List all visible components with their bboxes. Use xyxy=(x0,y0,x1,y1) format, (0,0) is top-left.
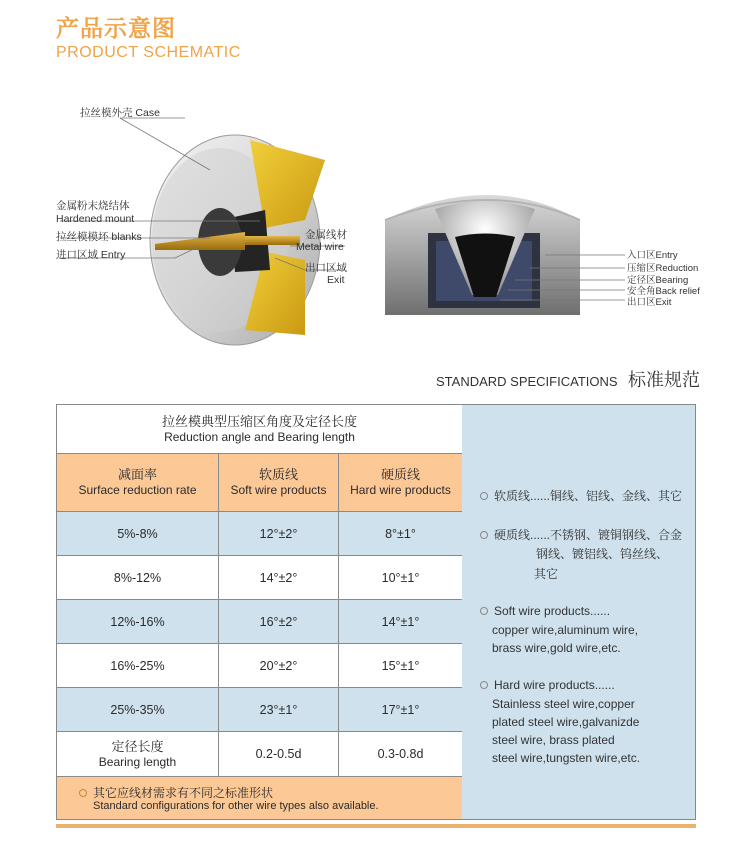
label-hardened-mount-en: Hardened mount xyxy=(56,213,135,225)
hard-wire-cn-item xyxy=(480,526,682,544)
header-soft-wire xyxy=(219,454,339,511)
label-reduction: 压缩区Reduction xyxy=(627,263,699,274)
header-soft-wire-en: Soft wire products xyxy=(230,483,327,497)
label-bearing: 定径区Bearing xyxy=(627,275,689,286)
label-exit-en: Exit xyxy=(327,274,345,286)
table-row-bearing xyxy=(57,732,462,777)
cell-soft-angle: 23°±1° xyxy=(219,688,339,731)
header-hard-wire-cn: 硬质线 xyxy=(380,467,420,482)
cell-bearing-soft: 0.2-0.5d xyxy=(219,732,339,776)
table-row xyxy=(57,512,462,556)
table-header-row xyxy=(57,454,462,512)
label-blanks: 拉丝模模坯 blanks xyxy=(56,231,142,243)
cell-soft-angle: 14°±2° xyxy=(219,556,339,599)
cell-reduction-rate: 25%-35% xyxy=(57,688,219,731)
bullet-icon xyxy=(480,492,488,500)
cell-reduction-rate: 12%-16% xyxy=(57,600,219,643)
header-soft-wire-cn: 软质线 xyxy=(258,467,298,482)
bullet-icon xyxy=(480,531,488,539)
header-reduction-rate-en: Surface reduction rate xyxy=(78,483,197,497)
hard-wire-en-line-4: steel wire, brass plated xyxy=(492,733,615,747)
hard-wire-en-item xyxy=(480,676,615,694)
cell-soft-angle: 12°±2° xyxy=(219,512,339,555)
bottom-accent-bar xyxy=(56,824,696,828)
bearing-label-cn: 定径长度 xyxy=(111,738,164,754)
header-reduction-rate xyxy=(57,454,219,511)
header-hard-wire-en: Hard wire products xyxy=(350,483,451,497)
table-caption-row xyxy=(57,405,462,454)
hard-wire-cn-line-2: 钢线、镀铝线、钨丝线、 xyxy=(536,547,669,561)
soft-wire-en-line-2: copper wire,aluminum wire, xyxy=(492,623,639,637)
bullet-icon xyxy=(79,789,87,797)
cell-reduction-rate: 8%-12% xyxy=(57,556,219,599)
hard-wire-en-line-1: Hard wire products...... xyxy=(494,678,615,692)
cell-soft-angle: 16°±2° xyxy=(219,600,339,643)
label-exit-cn: 出口区域 xyxy=(305,262,347,274)
soft-wire-en-line-3: brass wire,gold wire,etc. xyxy=(492,641,621,655)
hard-wire-en-line-5: steel wire,tungsten wire,etc. xyxy=(492,751,641,765)
hard-wire-en-line-2: Stainless steel wire,copper xyxy=(492,697,635,711)
table-caption-cn: 拉丝模典型压缩区角度及定径长度 xyxy=(161,413,357,429)
cell-reduction-rate: 16%-25% xyxy=(57,644,219,687)
soft-wire-cn-text: 软质线......铜线、铝线、金线、其它 xyxy=(494,489,683,503)
bearing-label-en: Bearing length xyxy=(98,754,177,769)
cell-soft-angle: 20°±2° xyxy=(219,644,339,687)
cell-hard-angle: 14°±1° xyxy=(381,614,420,629)
table-note-cn xyxy=(79,784,273,801)
table-row xyxy=(57,644,462,688)
table-row xyxy=(57,688,462,732)
header-hard-wire xyxy=(339,454,462,511)
cell-bearing-label xyxy=(57,732,219,776)
wire-products-panel xyxy=(462,405,695,819)
label-exit-right: 出口区Exit xyxy=(627,297,672,308)
header-reduction-rate-cn: 减面率 xyxy=(117,467,157,482)
specs-table-main xyxy=(57,405,463,819)
label-back-relief: 安全角Back relief xyxy=(627,286,700,297)
hard-wire-cn-line-3: 其它 xyxy=(534,567,559,581)
table-row xyxy=(57,600,462,644)
cell-hard-angle: 17°±1° xyxy=(381,702,420,717)
page-title-cn: 产品示意图 xyxy=(56,15,176,41)
soft-wire-cn-item xyxy=(480,487,682,505)
label-metal-wire-en: Metal wire xyxy=(296,241,344,253)
cell-reduction-rate: 5%-8% xyxy=(57,512,219,555)
label-entry-left: 进口区域 Entry xyxy=(56,249,126,261)
cell-bearing-hard: 0.3-0.8d xyxy=(377,747,424,761)
label-entry-right: 入口区Entry xyxy=(627,250,678,261)
specs-heading-cn: 标准规范 xyxy=(628,370,700,390)
label-metal-wire-cn: 金属线材 xyxy=(305,229,347,241)
soft-wire-en-line-1: Soft wire products...... xyxy=(494,604,611,618)
cell-hard-angle: 15°±1° xyxy=(381,658,420,673)
specs-heading-en: STANDARD SPECIFICATIONS xyxy=(436,374,618,389)
soft-wire-en-item xyxy=(480,602,610,620)
bullet-icon xyxy=(480,681,488,689)
hard-wire-cn-line-1: 硬质线......不锈钢、镀铜钢线、合金 xyxy=(494,528,683,542)
table-row xyxy=(57,556,462,600)
bullet-icon xyxy=(480,607,488,615)
specs-heading xyxy=(436,366,700,392)
cell-hard-angle: 10°±1° xyxy=(381,570,420,585)
table-caption xyxy=(57,405,462,453)
page-title-en: PRODUCT SCHEMATIC xyxy=(56,44,241,61)
table-note-cn-text: 其它应线材需求有不同之标准形状 xyxy=(93,786,274,800)
table-caption-en: Reduction angle and Bearing length xyxy=(164,429,355,444)
specs-table xyxy=(56,404,696,820)
label-case: 拉丝模外壳 Case xyxy=(80,107,160,119)
hard-wire-en-line-3: plated steel wire,galvanizde xyxy=(492,715,640,729)
label-hardened-mount-cn: 金属粉末烧结体 xyxy=(56,200,130,212)
cell-hard-angle: 8°±1° xyxy=(385,526,416,541)
table-note-en: Standard configurations for other wire types also available. xyxy=(93,800,379,812)
table-note xyxy=(57,777,462,819)
